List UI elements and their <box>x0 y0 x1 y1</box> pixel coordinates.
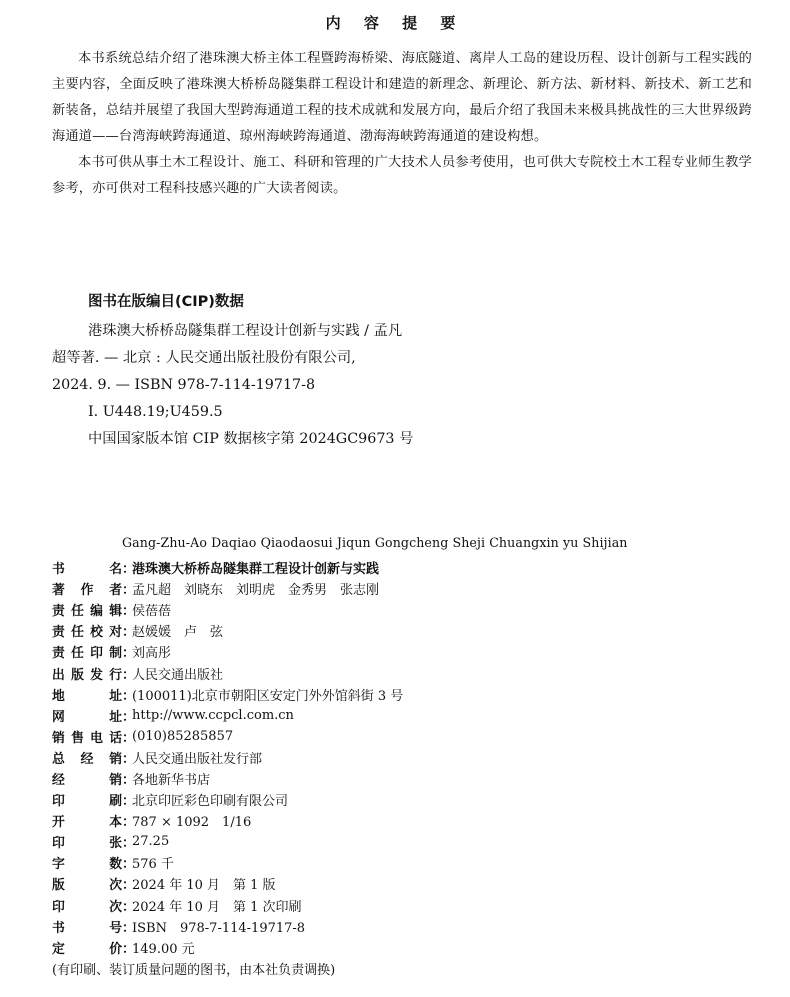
colophon-colon: ： <box>122 730 136 746</box>
pinyin-title: Gang-Zhu-Ao Daqiao Qiaodaosui Jiqun Gongcheng Sheji Chuangxin yu Shijian <box>122 535 628 550</box>
colophon-label-char: 开 <box>52 815 65 831</box>
colophon-value: (010)85285857 <box>132 728 234 744</box>
colophon-row <box>52 705 403 726</box>
colophon-colon: ： <box>122 751 136 767</box>
colophon-row <box>52 873 403 894</box>
colophon-note: (有印刷、装订质量问题的图书，由本社负责调换) <box>52 962 336 978</box>
colophon-label-char: 销 <box>52 730 65 746</box>
colophon-label-char: 网 <box>52 709 65 725</box>
colophon-label <box>52 621 122 640</box>
colophon-value: 各地新华书店 <box>132 772 211 788</box>
colophon-row <box>52 916 403 937</box>
colophon-label <box>52 748 122 767</box>
colophon-value: 赵媛媛 卢 弦 <box>132 625 224 641</box>
colophon-label-char: 销 <box>109 772 122 788</box>
colophon-label <box>52 832 122 851</box>
colophon-value: 787 × 1092 1/16 <box>132 815 252 831</box>
colophon-colon: ： <box>122 604 136 620</box>
colophon-label-char: 电 <box>90 730 103 746</box>
colophon-row <box>52 578 403 599</box>
colophon-colon: ： <box>122 878 136 894</box>
colophon-label-char: 校 <box>90 625 103 641</box>
colophon-colon: ： <box>122 709 136 725</box>
colophon-label-char: 印 <box>90 646 103 662</box>
colophon-value: 侯蓓蓓 <box>132 604 172 620</box>
colophon-label-char: 次 <box>109 878 122 894</box>
colophon-label-char: 址 <box>109 688 122 704</box>
colophon-value: 2024 年 10 月 第 1 次印刷 <box>132 899 302 915</box>
colophon-label-char: 编 <box>90 604 103 620</box>
colophon-row <box>52 557 403 578</box>
cip-line-isbn: 2024. 9. — ISBN 978-7-114-19717-8 <box>52 377 316 393</box>
colophon-label-char: 发 <box>90 667 103 683</box>
colophon-label <box>52 917 122 936</box>
colophon-colon: ： <box>122 794 136 810</box>
colophon-label-char: 本 <box>109 815 122 831</box>
colophon-label-char: 号 <box>109 920 122 936</box>
colophon-row <box>52 726 403 747</box>
colophon-label-char: 经 <box>80 751 94 767</box>
colophon-label-char: 出 <box>52 667 65 683</box>
colophon-label <box>52 558 122 577</box>
colophon-list <box>52 557 403 979</box>
colophon-row <box>52 789 403 810</box>
colophon-label-char: 总 <box>52 751 65 767</box>
colophon-label-char: 张 <box>109 836 122 852</box>
colophon-row <box>52 684 403 705</box>
colophon-label <box>52 642 122 661</box>
colophon-label-char: 销 <box>109 751 122 767</box>
colophon-colon: ： <box>122 920 136 936</box>
colophon-label <box>52 896 122 915</box>
colophon-label-char: 责 <box>52 604 65 620</box>
colophon-value: 576 千 <box>132 857 174 873</box>
colophon-colon: ： <box>122 583 136 599</box>
colophon-label-char: 印 <box>52 836 65 852</box>
colophon-colon: ： <box>122 899 136 915</box>
colophon-colon: ： <box>122 836 136 852</box>
summary-paragraph-2: 本书可供从事土木工程设计、施工、科研和管理的广大技术人员参考使用，也可供大专院校土木工程专业师生教学参考，亦可供对工程科技感兴趣的广大读者阅读。 <box>52 155 752 196</box>
summary-title: 内 容 提 要 <box>325 14 465 32</box>
colophon-label <box>52 811 122 830</box>
colophon-label <box>52 600 122 619</box>
colophon-value: 北京印匠彩色印刷有限公司 <box>132 794 289 810</box>
colophon-value: 港珠澳大桥桥岛隧集群工程设计创新与实践 <box>132 562 380 578</box>
colophon-label-char: 刷 <box>109 794 122 810</box>
colophon-value: 人民交通出版社发行部 <box>132 751 263 767</box>
colophon-label-char: 经 <box>52 772 65 788</box>
colophon-colon: ： <box>122 562 136 578</box>
colophon-label-char: 址 <box>109 709 122 725</box>
colophon-label-char: 数 <box>109 857 122 873</box>
colophon-label-char: 书 <box>52 562 65 578</box>
colophon-label-char: 责 <box>52 625 65 641</box>
colophon-value: 2024 年 10 月 第 1 版 <box>132 878 276 894</box>
colophon-row <box>52 831 403 852</box>
colophon-row <box>52 641 403 662</box>
colophon-label-char: 售 <box>71 730 84 746</box>
colophon-label <box>52 853 122 872</box>
colophon-label-char: 版 <box>52 878 65 894</box>
colophon-row <box>52 662 403 683</box>
colophon-label <box>52 685 122 704</box>
colophon-row <box>52 747 403 768</box>
colophon-label-char: 作 <box>80 583 94 599</box>
colophon-colon: ： <box>122 688 136 704</box>
colophon-label <box>52 769 122 788</box>
colophon-label-char: 行 <box>109 667 122 683</box>
colophon-label-char: 任 <box>71 604 84 620</box>
colophon-label-char: 任 <box>71 646 84 662</box>
cip-line-title: 港珠澳大桥桥岛隧集群工程设计创新与实践 / 孟凡 <box>88 323 403 339</box>
colophon-label <box>52 579 122 598</box>
colophon-colon: ： <box>122 625 136 641</box>
colophon-colon: ： <box>122 772 136 788</box>
colophon-label <box>52 727 122 746</box>
colophon-row <box>52 768 403 789</box>
cip-line-classification: Ⅰ. U448.19;U459.5 <box>88 404 223 420</box>
colophon-label-char: 印 <box>52 899 65 915</box>
colophon-label-char: 者 <box>109 583 122 599</box>
colophon-value: 人民交通出版社 <box>132 667 224 683</box>
colophon-label-char: 印 <box>52 794 65 810</box>
colophon-label-char: 对 <box>109 625 122 641</box>
colophon-label <box>52 664 122 683</box>
colophon-label-char: 制 <box>109 646 122 662</box>
colophon-label-char: 地 <box>52 688 65 704</box>
colophon-colon: ： <box>122 857 136 873</box>
colophon-label-char: 版 <box>71 667 84 683</box>
colophon-colon: ： <box>122 815 136 831</box>
colophon-value: 27.25 <box>132 834 170 850</box>
colophon-value: 孟凡超 刘晓东 刘明虎 金秀男 张志刚 <box>132 583 380 599</box>
colophon-label-char: 字 <box>52 857 65 873</box>
summary-paragraph-1: 本书系统总结介绍了港珠澳大桥主体工程暨跨海桥梁、海底隧道、离岸人工岛的建设历程、设计创新与工程实践的主要内容，全面反映了港珠澳大桥桥岛隧集群工程设计和建造的新理念、新理论、新方法、新材料、新技术、新工艺和新装备，总结并展望了我国大型跨海通道工程的技术成就和发展方向，最后介绍了我国未来极具挑战性的三大世界级跨海通道——台湾海峡跨海通道、琼州海峡跨海通道、渤海海峡跨海通道的建设构想。 <box>52 51 752 144</box>
colophon-colon: ： <box>122 941 136 957</box>
colophon-row <box>52 810 403 831</box>
colophon-label-char: 价 <box>109 941 122 957</box>
colophon-label-char: 责 <box>52 646 65 662</box>
cip-data-block <box>52 318 502 453</box>
cip-line-publisher: 超等著. — 北京 : 人民交通出版社股份有限公司, <box>52 350 356 366</box>
colophon-label <box>52 790 122 809</box>
colophon-label <box>52 874 122 893</box>
cip-heading: 图书在版编目(CIP)数据 <box>88 294 244 310</box>
summary-section <box>52 46 752 202</box>
colophon-label-char: 话 <box>109 730 122 746</box>
colophon-label-char: 任 <box>71 625 84 641</box>
colophon-label-char: 辑 <box>109 604 122 620</box>
colophon-label-char: 次 <box>109 899 122 915</box>
colophon-colon: ： <box>122 646 136 662</box>
colophon-value: 149.00 元 <box>132 941 195 957</box>
colophon-value: (100011)北京市朝阳区安定门外外馆斜街 3 号 <box>132 688 404 704</box>
colophon-colon: ： <box>122 667 136 683</box>
colophon-label <box>52 706 122 725</box>
colophon-row <box>52 937 403 958</box>
colophon-label <box>52 938 122 957</box>
colophon-value: http://www.ccpcl.com.cn <box>132 707 294 723</box>
colophon-row <box>52 895 403 916</box>
colophon-label-char: 著 <box>52 583 65 599</box>
colophon-row <box>52 852 403 873</box>
colophon-label-char: 书 <box>52 920 65 936</box>
colophon-row <box>52 620 403 641</box>
colophon-value: ISBN 978-7-114-19717-8 <box>132 920 306 936</box>
colophon-label-char: 定 <box>52 941 65 957</box>
colophon-label-char: 名 <box>109 562 122 578</box>
cip-line-record-number: 中国国家版本馆 CIP 数据核字第 2024GC9673 号 <box>88 431 414 447</box>
colophon-value: 刘高彤 <box>132 646 172 662</box>
colophon-row <box>52 599 403 620</box>
